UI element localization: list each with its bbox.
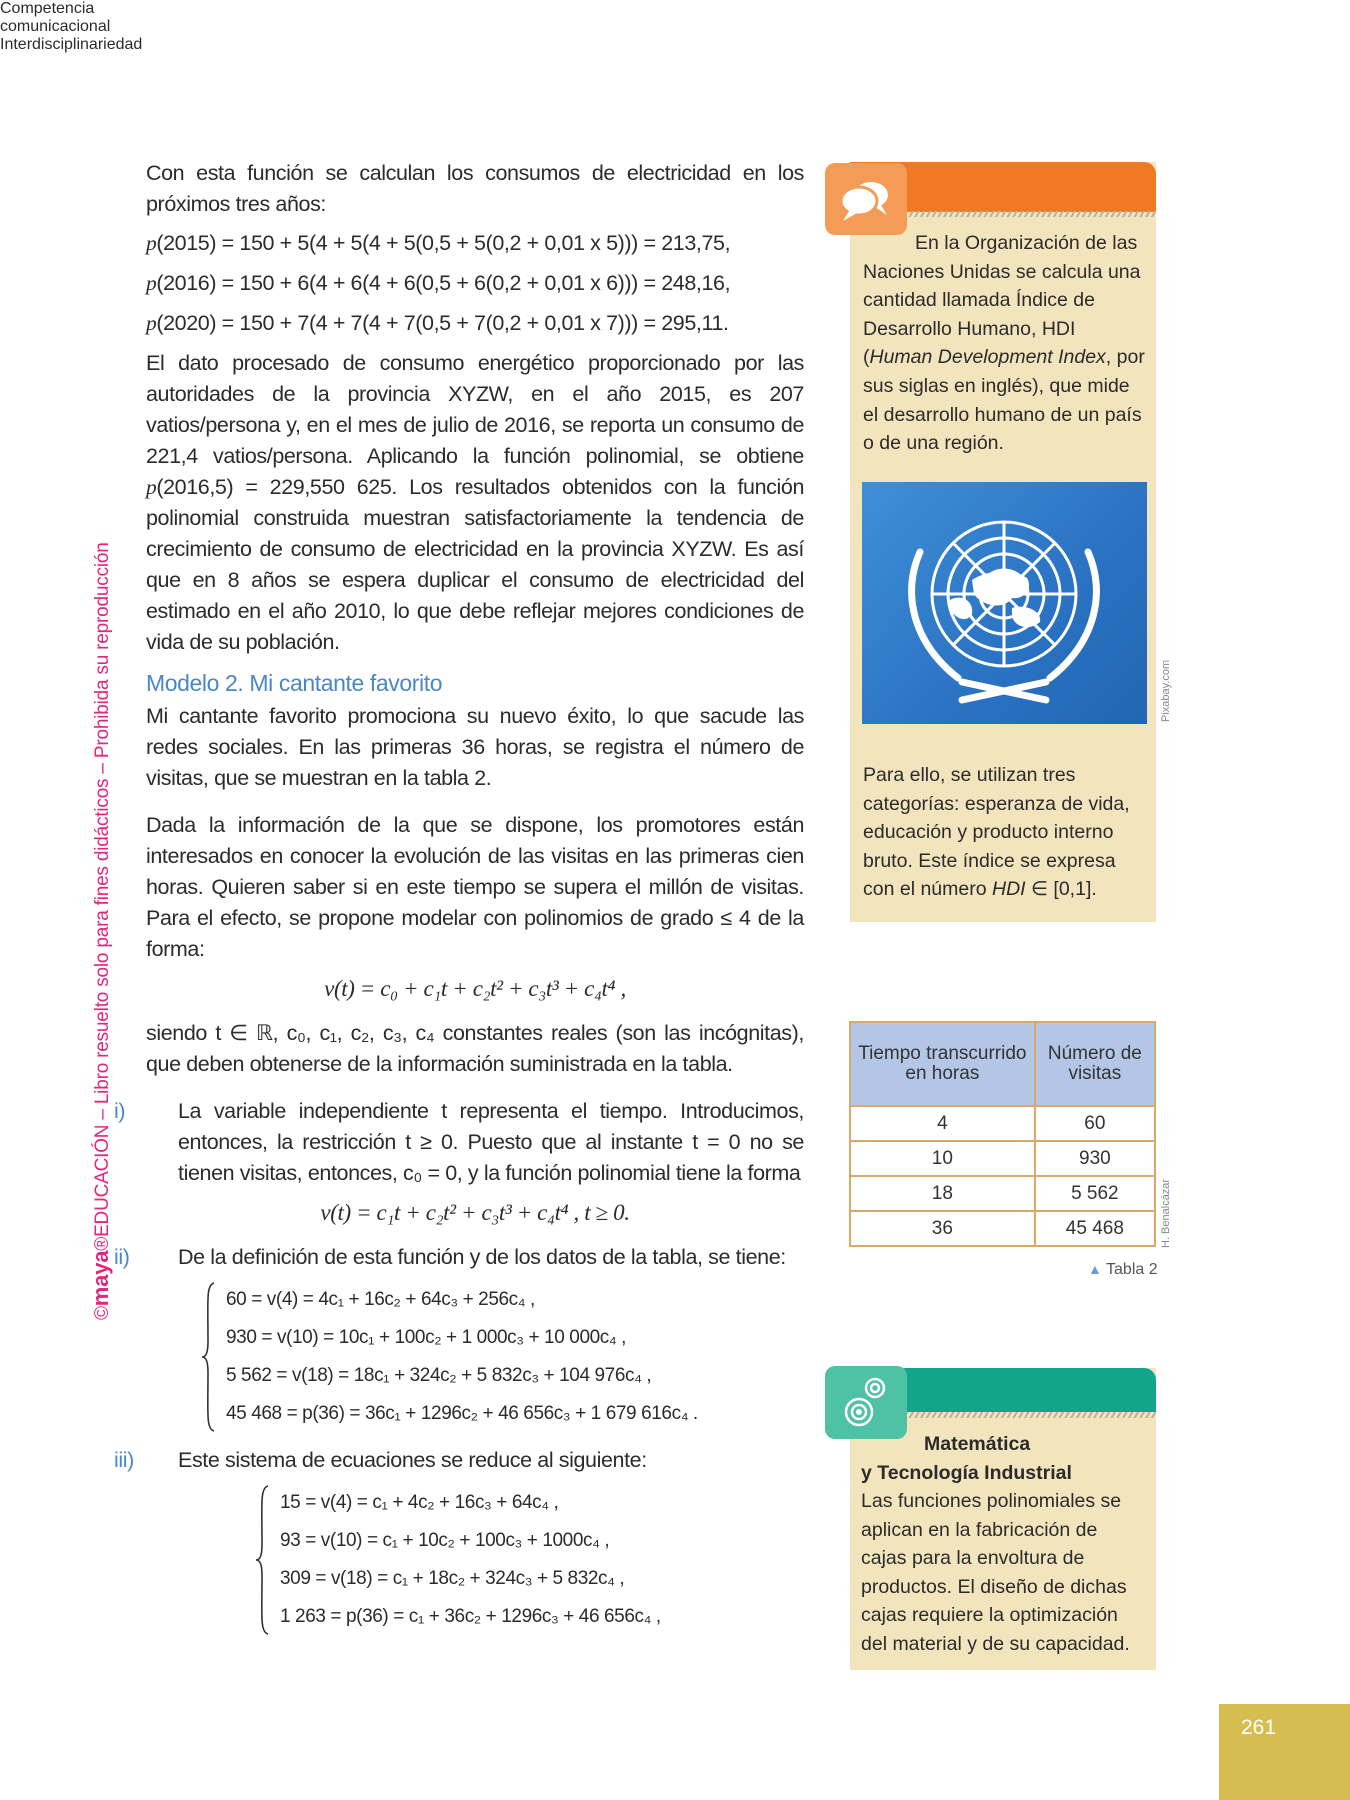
- text: Para ello, se utilizan tres categorías: esperanza de vida, educación y producto interno bruto. Este índice se expresa con el número: [863, 764, 1130, 901]
- equation-body: (2015) = 150 + 5(4 + 5(4 + 5(0,5 + 5(0,2 + 0,01 x 5))) = 213,75,: [156, 231, 731, 255]
- equation-row: 5 562 = v(18) = 18c₁ + 324c₂ + 5 832c₃ + 104 976c₄ ,: [226, 1365, 652, 1386]
- step-text: Este sistema de ecuaciones se reduce al siguiente:: [178, 1448, 647, 1472]
- page-number: 261: [1241, 1716, 1277, 1739]
- equation-p2015: [146, 228, 804, 259]
- function-name: p: [146, 475, 157, 499]
- restricted-formula: v(t) = c₁t + c₂t² + c₃t³ + c₄t⁴ , t ≥ 0.: [320, 1200, 630, 1225]
- polynomial-formula: v(t) = c₀ + c₁t + c₂t² + c₃t³ + c₄t⁴ ,: [324, 976, 626, 1001]
- competencia-text-2: [863, 761, 1148, 904]
- promoters-paragraph: Dada la información de la que se dispone, los promotores están interesados en conocer la evolución de las visitas en las primeras cien horas. Quieren saber si en este tiempo se supera el millón de visitas. Para el efecto, se propone modelar con polinomios de grado ≤ 4 de la forma:: [146, 813, 804, 961]
- table-header-row: [850, 1022, 1155, 1106]
- equation-system-1: [200, 1281, 804, 1433]
- intro-paragraph: Con esta función se calculan los consumos de electricidad en los próximos tres años:: [146, 161, 804, 216]
- competencia-title: [0, 0, 1350, 36]
- image-credit: Pixabay.com: [1160, 659, 1172, 722]
- table-row: [850, 1141, 1155, 1176]
- triangle-icon: ▲: [1088, 1261, 1102, 1277]
- equation-row: 60 = v(4) = 4c₁ + 16c₂ + 64c₃ + 256c₄ ,: [226, 1289, 535, 1310]
- concentric-circles-glyph: [825, 1366, 907, 1439]
- text: ∈ [0,1].: [1025, 878, 1097, 901]
- table-row: [850, 1176, 1155, 1211]
- equation-body: (2016) = 150 + 6(4 + 6(4 + 6(0,5 + 6(0,2 + 0,01 x 6))) = 248,16,: [156, 271, 731, 295]
- text: En la Organización de las Naciones Unidas se calcula una cantidad llamada Índice de Desarrollo Humano, HDI (: [863, 232, 1141, 369]
- text: Human Development Index: [869, 346, 1106, 369]
- brand-logo: maya: [88, 1250, 113, 1307]
- un-emblem-image: [862, 482, 1147, 724]
- table-caption: [1088, 1261, 1158, 1279]
- competencia-text: [863, 229, 1148, 458]
- equation-row: 930 = v(10) = 10c₁ + 100c₂ + 1 000c₃ + 10 000c₄ ,: [226, 1327, 626, 1348]
- cell-hours: 4: [850, 1106, 1035, 1141]
- cell-hours: 36: [850, 1211, 1035, 1246]
- table-row: [850, 1211, 1155, 1246]
- cell-hours: 18: [850, 1176, 1035, 1211]
- equation-body: (2020) = 150 + 7(4 + 7(4 + 7(0,5 + 7(0,2 + 0,01 x 7))) = 295,11.: [156, 311, 729, 335]
- text: , por sus siglas en inglés), que mide el desarrollo humano de un país o de una región.: [863, 346, 1145, 455]
- function-name: p: [146, 271, 157, 295]
- step-ii: [114, 1242, 804, 1273]
- equation-row: 93 = v(10) = c₁ + 10c₂ + 100c₃ + 1000c₄ ,: [280, 1530, 610, 1551]
- interdisciplinariedad-subtitle: [861, 1430, 1151, 1487]
- cell-visits: 60: [1035, 1106, 1155, 1141]
- section-title: Modelo 2. Mi cantante favorito: [146, 670, 443, 696]
- subtitle-line: y Tecnología Industrial: [861, 1461, 1072, 1484]
- equation-p2020: [146, 308, 804, 339]
- step-number: i): [114, 1099, 126, 1123]
- step-i: [114, 1096, 804, 1189]
- step-text: De la definición de esta función y de los datos de la tabla, se tiene:: [178, 1245, 786, 1269]
- equation-row: 45 468 = p(36) = 36c₁ + 1296c₂ + 46 656c₃ + 1 679 616c₄ .: [226, 1403, 698, 1424]
- equation-row: 1 263 = p(36) = c₁ + 36c₂ + 1296c₃ + 46 656c₄ ,: [280, 1606, 661, 1627]
- step-number: iii): [114, 1448, 134, 1472]
- caption-text: Tabla 2: [1106, 1261, 1158, 1278]
- table-credit: H. Benalcázar: [1160, 1178, 1172, 1248]
- visits-table: [849, 1021, 1156, 1247]
- left-brace-icon: [200, 1281, 218, 1433]
- step-iii: [114, 1445, 804, 1476]
- concentric-circles-icon: [825, 1366, 907, 1439]
- column-header: Tiempo transcurrido en horas: [850, 1022, 1035, 1106]
- cell-visits: 45 468: [1035, 1211, 1155, 1246]
- speech-bubbles-icon: [825, 163, 907, 235]
- cell-hours: 10: [850, 1141, 1035, 1176]
- equation-row: 309 = v(18) = c₁ + 18c₂ + 324c₃ + 5 832c₄ ,: [280, 1568, 625, 1589]
- step-text: La variable independiente t representa el tiempo. Introducimos, entonces, la restricción t ≥ 0. Puesto que al instante t = 0 no se tienen visitas, entonces, c₀ = 0, y la función polinomial tiene la forma: [178, 1099, 804, 1185]
- consumption-paragraph: [146, 348, 804, 658]
- equation-p2016: [146, 268, 804, 299]
- hatch-divider: [906, 211, 1156, 217]
- copyright-symbol: ©: [92, 1306, 113, 1320]
- table-row: [850, 1106, 1155, 1141]
- watermark-text: ®EDUCACIÓN – Libro resuelto solo para fines didácticos – Prohibida su reproducción: [92, 542, 113, 1251]
- title-line: comunicacional: [0, 18, 111, 35]
- cell-visits: 5 562: [1035, 1176, 1155, 1211]
- text: El dato procesado de consumo energético proporcionado por las autoridades de la provincia XYZW, en el año 2015, es 207 vatios/persona y, en el mes de julio de 2016, se reporta un consumo de 221,4 vatios/persona. Aplicando la función polinomial, se obtiene: [146, 351, 804, 468]
- interdisciplinariedad-text: Las funciones polinomiales se aplican en la fabricación de cajas para la envoltura de productos. El diseño de dichas cajas requiere la optimización del material y de su capacidad.: [861, 1490, 1130, 1655]
- column-header: Número de visitas: [1035, 1022, 1155, 1106]
- interdisciplinariedad-title: Interdisciplinariedad: [0, 36, 143, 53]
- speech-bubbles-glyph: [825, 163, 907, 235]
- left-brace-icon: [254, 1484, 272, 1636]
- title-line: Competencia: [0, 0, 95, 17]
- page-number-tab: [1219, 1704, 1350, 1800]
- hatch-divider: [906, 1412, 1156, 1418]
- copyright-watermark: [88, 542, 114, 1320]
- subtitle-line: Matemática: [924, 1433, 1031, 1455]
- step-number: ii): [114, 1245, 130, 1269]
- text: (2016,5) = 229,550 625. Los resultados obtenidos con la función polinomial construida muestran satisfactoriamente la tendencia de crecimiento de consumo de electricidad en la provincia XYZW. Es así que en 8 años se espera duplicar el consumo de electricidad del estimado en el año 2010, lo que debe reflejar mejores condiciones de vida de su población.: [146, 475, 804, 654]
- singer-paragraph: Mi cantante favorito promociona su nuevo éxito, lo que sacude las redes sociales. En las primeras 36 horas, se registra el número de visitas, que se muestran en la tabla 2.: [146, 704, 804, 790]
- main-column: [114, 158, 804, 1646]
- equation-row: 15 = v(4) = c₁ + 4c₂ + 16c₃ + 64c₄ ,: [280, 1492, 559, 1513]
- text: HDI: [992, 878, 1026, 901]
- cell-visits: 930: [1035, 1141, 1155, 1176]
- function-name: p: [146, 231, 157, 255]
- constants-paragraph: siendo t ∈ ℝ, c₀, c₁, c₂, c₃, c₄ constantes reales (son las incógnitas), que deben obtenerse de la información suministrada en la tabla.: [146, 1021, 804, 1076]
- function-name: p: [146, 311, 157, 335]
- un-emblem-icon: [862, 482, 1147, 724]
- equation-system-2: [254, 1484, 804, 1636]
